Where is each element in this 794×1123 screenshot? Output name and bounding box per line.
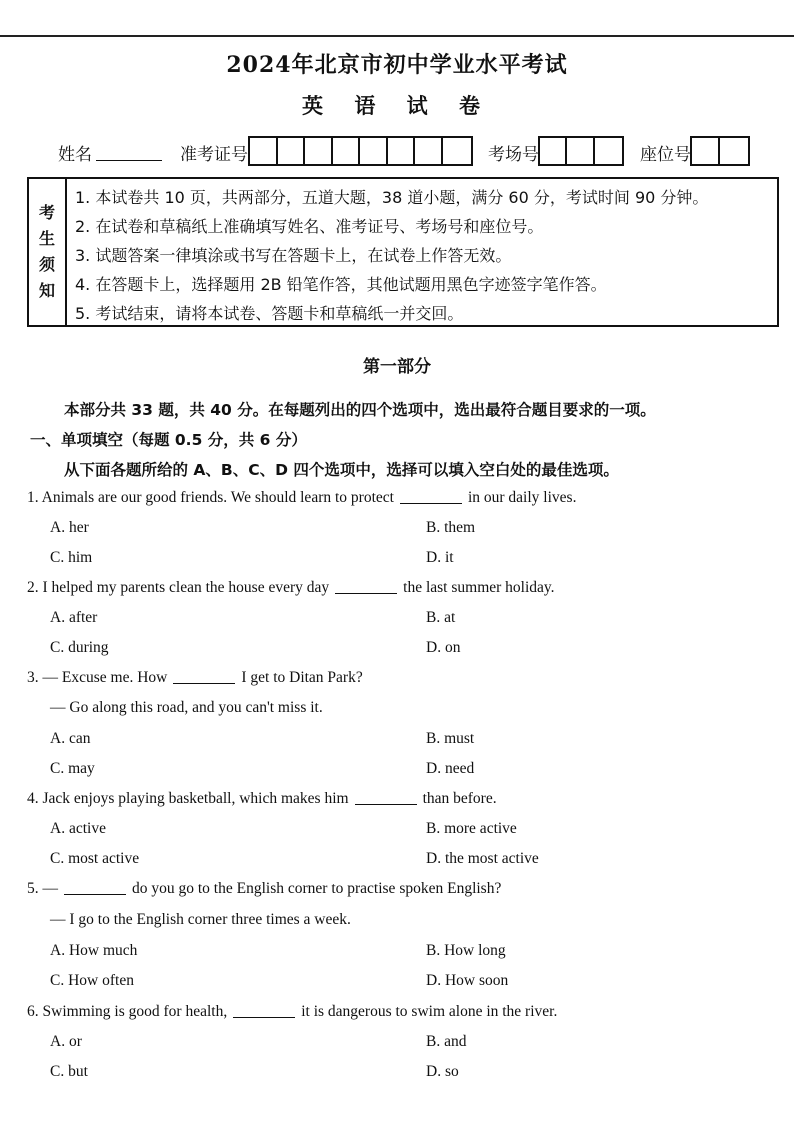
section-title: 一、单项填空（每题 0.5 分，共 6 分）	[30, 431, 307, 449]
question-5: 5. — do you go to the English corner to practise spoken English?	[27, 880, 502, 897]
exam-number-label: 准考证号	[180, 145, 248, 165]
option-c: C. but	[50, 1063, 88, 1080]
candidate-notice-box	[27, 177, 779, 327]
option-c: C. may	[50, 760, 95, 777]
option-c: C. most active	[50, 850, 140, 867]
answer-blank	[400, 503, 462, 504]
option-d: D. it	[426, 549, 454, 566]
option-a: A. or	[50, 1033, 82, 1050]
notice-item: 5. 考试结束，请将本试卷、答题卡和草稿纸一并交回。	[75, 304, 464, 323]
answer-blank	[335, 593, 397, 594]
name-field[interactable]	[96, 160, 162, 161]
seat-boxes[interactable]	[690, 136, 750, 166]
question-1: 1. Animals are our good friends. We should learn to protect in our daily lives.	[27, 489, 577, 506]
question-4: 4. Jack enjoys playing basketball, which makes him than before.	[27, 790, 497, 807]
answer-blank	[233, 1017, 295, 1018]
option-a: A. can	[50, 730, 91, 747]
question-2: 2. I helped my parents clean the house every day the last summer holiday.	[27, 579, 555, 596]
option-a: A. after	[50, 609, 98, 626]
option-a: A. her	[50, 519, 89, 536]
top-rule	[0, 35, 794, 37]
option-b: B. must	[426, 730, 475, 747]
option-a: A. active	[50, 820, 106, 837]
question-3: 3. — Excuse me. How I get to Ditan Park?	[27, 669, 363, 686]
exam-room-boxes[interactable]	[538, 136, 624, 166]
exam-room-label: 考场号	[488, 145, 539, 165]
option-c: C. during	[50, 639, 109, 656]
seat-label: 座位号	[640, 145, 691, 165]
notice-item: 2. 在试卷和草稿纸上准确填写姓名、准考证号、考场号和座位号。	[75, 217, 544, 236]
part-intro: 本部分共 33 题，共 40 分。在每题列出的四个选项中，选出最符合题目要求的一项。	[64, 401, 656, 419]
part-title: 第一部分	[363, 357, 431, 377]
name-label: 姓名	[58, 145, 92, 165]
option-b: B. at	[426, 609, 456, 626]
option-d: D. How soon	[426, 972, 509, 989]
section-directions: 从下面各题所给的 A、B、C、D 四个选项中，选择可以填入空白处的最佳选项。	[64, 461, 619, 479]
exam-number-boxes[interactable]	[248, 136, 473, 166]
answer-blank	[173, 683, 235, 684]
option-d: D. so	[426, 1063, 459, 1080]
question-3-reply: — Go along this road, and you can't miss it.	[50, 699, 323, 716]
option-c: C. How often	[50, 972, 134, 989]
answer-blank	[355, 804, 417, 805]
option-b: B. How long	[426, 942, 506, 959]
question-5-reply: — I go to the English corner three times a week.	[50, 911, 351, 928]
question-6: 6. Swimming is good for health, it is dangerous to swim alone in the river.	[27, 1003, 558, 1020]
option-c: C. him	[50, 549, 93, 566]
option-d: D. on	[426, 639, 461, 656]
answer-blank	[64, 894, 126, 895]
option-d: D. the most active	[426, 850, 539, 867]
notice-list	[75, 183, 771, 328]
option-a: A. How much	[50, 942, 138, 959]
option-d: D. need	[426, 760, 475, 777]
notice-item: 4. 在答题卡上，选择题用 2B 铅笔作答，其他试题用黑色字迹签字笔作答。	[75, 275, 607, 294]
option-b: B. them	[426, 519, 476, 536]
subject-title: 英 语 试 卷	[302, 93, 492, 118]
option-b: B. and	[426, 1033, 467, 1050]
notice-item: 1. 本试卷共 10 页，共两部分，五道大题，38 道小题，满分 60 分，考试时间 90 分钟。	[75, 188, 709, 207]
candidate-info-row	[0, 136, 794, 168]
notice-item: 3. 试题答案一律填涂或书写在答题卡上，在试卷上作答无效。	[75, 246, 512, 265]
notice-side-label: 考 生 须 知	[29, 179, 67, 325]
option-b: B. more active	[426, 820, 517, 837]
exam-title: 2024年北京市初中学业水平考试	[226, 52, 568, 78]
